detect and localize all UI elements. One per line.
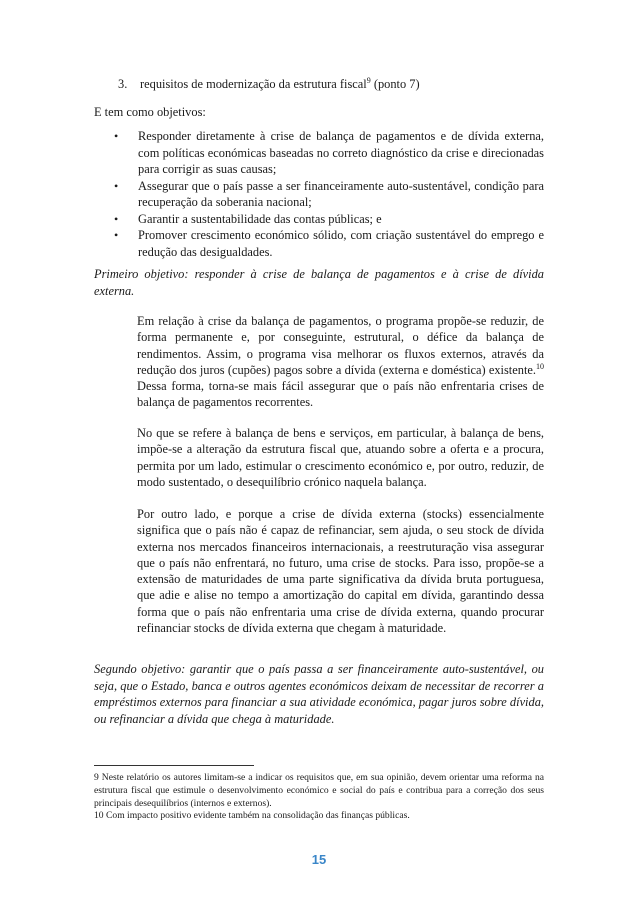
numbered-item <box>118 76 544 93</box>
list-item <box>114 211 544 228</box>
footnote-text: Neste relatório os autores limitam-se a indicar os requisitos que, em sua opinião, devem orientar uma reforma na estrutura fiscal que estimule o desenvolvimento económico e social do país e contribua para a correção dos seus principais desequilíbrios (internos e externos). <box>94 772 544 809</box>
bullet-icon: • <box>114 211 119 226</box>
item-number: 3. <box>118 77 128 91</box>
objectives-list <box>114 128 544 260</box>
list-item <box>114 128 544 178</box>
footnote-ref-10[interactable]: 10 <box>536 361 544 371</box>
item-text: requisitos de modernização da estrutura fiscal <box>140 77 367 91</box>
paragraph-balance-of-payments <box>137 313 544 411</box>
objectives-intro: E tem como objetivos: <box>94 105 206 119</box>
footnote-mark: 10 <box>94 810 104 822</box>
list-item <box>114 227 544 260</box>
objective-1-heading: Primeiro objetivo: responder à crise de balança de pagamentos e à crise de dívida externa. <box>94 267 544 298</box>
list-item-text: Promover crescimento económico sólido, com criação sustentável do emprego e redução das desigualdades. <box>138 228 544 259</box>
paragraph-text: Em relação à crise da balança de pagamentos, o programa propõe-se reduzir, de forma permanente e, por conseguinte, estrutural, o défice da balança de rendimentos. Assim, o programa visa melhorar os fluxos externos, através da redução dos juros (cupões) pagos sobre a dívida (externa e doméstica) existente. <box>137 314 544 377</box>
list-item-text: Garantir a sustentabilidade das contas públicas; e <box>138 211 382 226</box>
bullet-icon: • <box>114 178 119 193</box>
item-suffix: (ponto 7) <box>370 77 420 91</box>
list-item <box>114 178 544 211</box>
bullet-icon: • <box>114 129 119 143</box>
list-item-text: Responder diretamente à crise de balança de pagamentos e de dívida externa, com políticas económicas baseadas no correto diagnóstico da crise e direcionadas para corrigir as suas causas; <box>138 129 544 176</box>
paragraph-text: Dessa forma, torna-se mais fácil assegurar que o país não enfrentaria crises de balança de pagamentos recorrentes. <box>137 379 544 410</box>
footnote-9 <box>94 772 544 810</box>
page-number: 15 <box>311 852 327 867</box>
objective-2-heading: Segundo objetivo: garantir que o país passa a ser financeiramente auto-sustentável, ou seja, que o Estado, banca e outros agentes económicos deixam de necessitar de recorrer a empréstimos externos para financiar a sua atividade económica, pagar juros sobre dívida, ou refinanciar a dívida que chega à maturidade. <box>94 662 544 726</box>
paragraph-external-debt: Por outro lado, e porque a crise de dívida externa (stocks) essencialmente significa que o país não é capaz de refinanciar, sem ajuda, o seu stock de dívida externa nos mercados financeiros internacionais, a reestruturação visa assegurar que o país não enfrentará, no futuro, uma crise de stocks. Para isso, propõe-se a extensão de maturidades de uma parte significativa da dívida bruta portuguesa, que adie e alise no tempo a amortização do capital em dívida, garantindo dessa forma que o país não enfrentaria uma crise de dívida externa, quando procurar refinanciar stocks de dívida externa que chegam à maturidade. <box>137 507 544 636</box>
footnote-mark: 9 <box>94 772 99 783</box>
footnotes <box>94 772 544 823</box>
footnote-text: Com impacto positivo evidente também na consolidação das finanças públicas. <box>103 810 410 822</box>
list-item-text: Assegurar que o país passe a ser financeiramente auto-sustentável, condição para recuperação da soberania nacional; <box>138 178 544 209</box>
paragraph-goods-services: No que se refere à balança de bens e serviços, em particular, à balança de bens, impõe-se a alteração da estrutura fiscal que, atuando sobre a oferta e a procura, permita por um lado, estimular o crescimento económico e, por outro, reduzir, de modo sustentado, o desequilíbrio crónico naquela balança. <box>137 426 544 489</box>
footnote-ref-9[interactable]: 9 <box>366 75 371 85</box>
footnote-10 <box>94 810 544 823</box>
footnote-divider <box>94 765 254 766</box>
bullet-icon: • <box>114 228 119 242</box>
